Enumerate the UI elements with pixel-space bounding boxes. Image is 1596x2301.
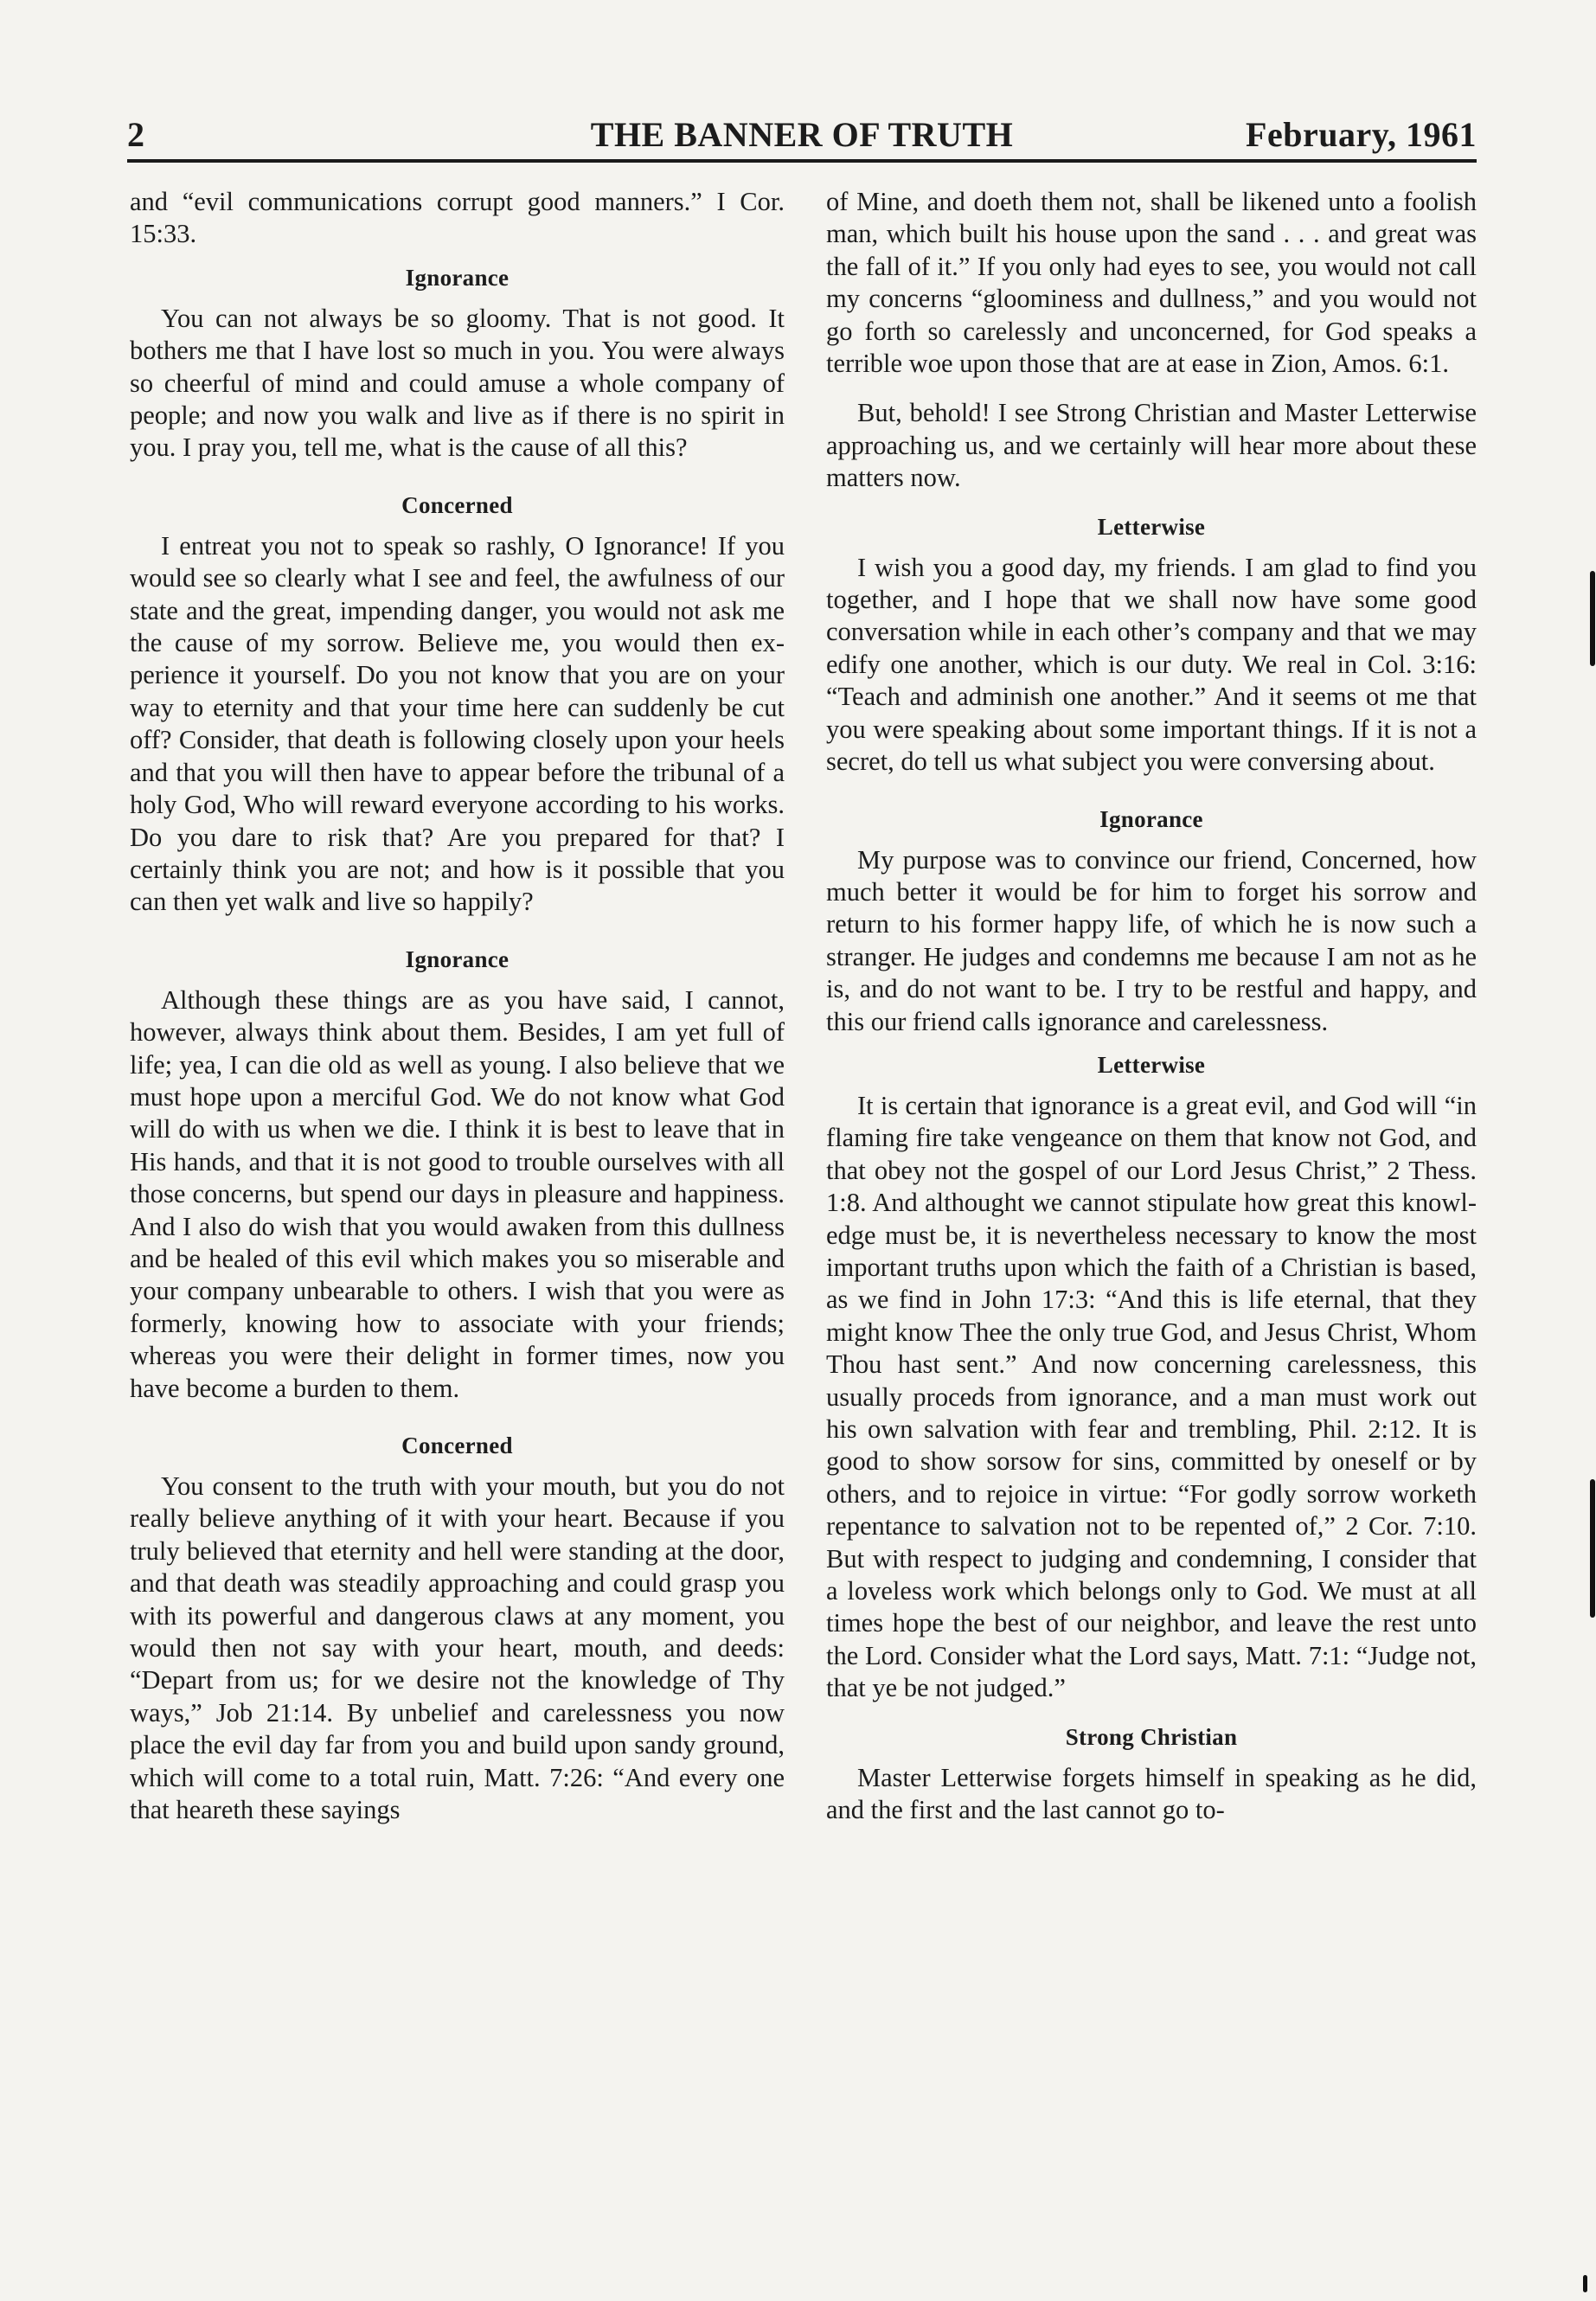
page-number: 2: [127, 115, 145, 154]
speaker-heading: Ignorance: [1099, 805, 1203, 832]
paragraph: You can not always be so gloomy. That is not good. It bothers me that I have lost so much in you. You were always so cheerful of mind and could amuse a whole company of people; and now you walk and live as if there is no spirit in you. I pray you, tell me, what is the cause of all this?: [130, 303, 785, 463]
scan-edge-mark: [1590, 571, 1595, 666]
right-column: [826, 186, 1477, 1826]
speaker-heading: Ignorance: [405, 264, 510, 291]
speaker-heading: Concerned: [401, 1433, 513, 1458]
speaker-heading: Ignorance: [405, 945, 510, 972]
left-column: [130, 186, 785, 1826]
publication-title: THE BANNER OF TRUTH: [590, 115, 1014, 154]
paragraph: It is certain that ignorance is a great evil, and God will “in flaming fire take vengeance on them that know not God, and that obey not the gospel of our Lord Jesus Christ,” 2 Thess. 1:8. And althought we cannot stipulate how great this knowledge must be, it is nevertheless necessary to know the most important truths upon which the faith of a Christian is based, as we find in John 17:3: “And this is life eternal, that they might know Thee the only true God, and Jesus Christ, Whom Thou hast sent.” And now concerning carelessness, this usually proceds from ignorance, and a man must work out his own salvation with fear and trembling, Phil. 2:12. It is good to show sorsow for sins, committed by oneself or by others, and to rejoice in virtue: “For godly sorrow worketh repentance to salvation not to be repented of,” 2 Cor. 7:10. But with respect to judging and condemning, I consider that a loveless work which belongs only to God. We must at all times hope the best of our neighbor, and leave the rest unto the Lord. Consider what the Lord says, Matt. 7:1: “Judge not, that ye be not judged.”: [826, 1090, 1477, 1703]
paragraph: and “evil communications corrupt good manners.” I Cor. 15:33.: [130, 187, 785, 249]
scan-edge-mark: [1583, 2275, 1587, 2292]
speaker-heading: Strong Christian: [1065, 1723, 1238, 1750]
paragraph: of Mine, and doeth them not, shall be likened unto a foolish man, which built his house upon the sand . . . and great was the fall of it.” If you only had eyes to see, you would not call my concerns “gloominess and dullness,” and you would not go forth so carelessly and unconcerned, for God speaks a terrible woe upon those that are at ease in Zion, Amos. 6:1.: [826, 187, 1477, 379]
paragraph: I wish you a good day, my friends. I am glad to find you together, and I hope that we shall now have some good conversation while in each other’s company and that we may edify one another, which is our duty. We real in Col. 3:16: “Teach and adminish one another.” And it seems ot me that you were speaking about some important things. If it is not a secret, do tell us what subject you were conversing about.: [826, 552, 1477, 777]
speaker-heading: Letterwise: [1097, 1051, 1206, 1078]
paragraph: But, behold! I see Strong Christian and Master Letterwise approaching us, and we certainly will hear more about these matters now.: [826, 398, 1477, 493]
issue-date: February, 1961: [1246, 115, 1477, 154]
paragraph: My purpose was to convince our friend, Concerned, how much better it would be for him to forget his sorrow and return to his former happy life, of which he is now such a stranger. He judges and condemns me because I am not as he is, and do not want to be. I try to be restful and happy, and this our friend calls ignorance and carelessness.: [826, 844, 1477, 1036]
scan-edge-mark: [1590, 1479, 1595, 1618]
running-header: [127, 111, 1477, 163]
paragraph: I entreat you not to speak so rashly, O Ignorance! If you would see so clearly what I see and feel, the awfulness of our state and the great, impending danger, you would not ask me the cause of my sorrow. Believe me, you would then experience it yourself. Do you not know that you are on your way to eternity and that your time here can suddenly be cut off? Consider, that death is following closely upon your heels and that you will then have to appear before the tribunal of a holy God, Who will reward everyone according to his works. Do you dare to risk that? Are you prepared for that? I certainly think you are not; and how is it possible that you can then yet walk and live so happily?: [130, 530, 785, 917]
paragraph: Master Letterwise forgets himself in speaking as he did, and the first and the last cannot go to-: [826, 1762, 1477, 1825]
paragraph: You consent to the truth with your mouth, but you do not really believe anything of it with your heart. Because if you truly believed that eternity and hell were standing at the door, and that death was steadily approaching and could grasp you with its powerful and dangerous claws at any moment, you would then not say with your heart, mouth, and deeds: “Depart from us; for we desire not the knowledge of Thy ways,” Job 21:14. By unbelief and carelessness you now place the evil day far from you and build upon sandy ground, which will come to a total ruin, Matt. 7:26: “And every one that heareth these sayings: [130, 1471, 785, 1825]
speaker-heading: Concerned: [401, 491, 513, 518]
paragraph: Although these things are as you have said, I cannot, however, always think about them. Besides, I am yet full of life; yea, I can die old as well as young. I also believe that we must hope upon a merciful God. We do not know what God will do with us when we die. I think it is best to leave that in His hands, and that it is not good to trouble ourselves with all those concerns, but spend our days in pleasure and happiness. And I also do wish that you would awaken from this dullness and be healed of this evil which makes you so miserable and your company unbearable to others. I wish that you were as formerly, knowing how to associate with your friends; whereas you were their delight in former times, now you have become a burden to them.: [130, 984, 785, 1403]
speaker-heading: Letterwise: [1097, 513, 1206, 540]
